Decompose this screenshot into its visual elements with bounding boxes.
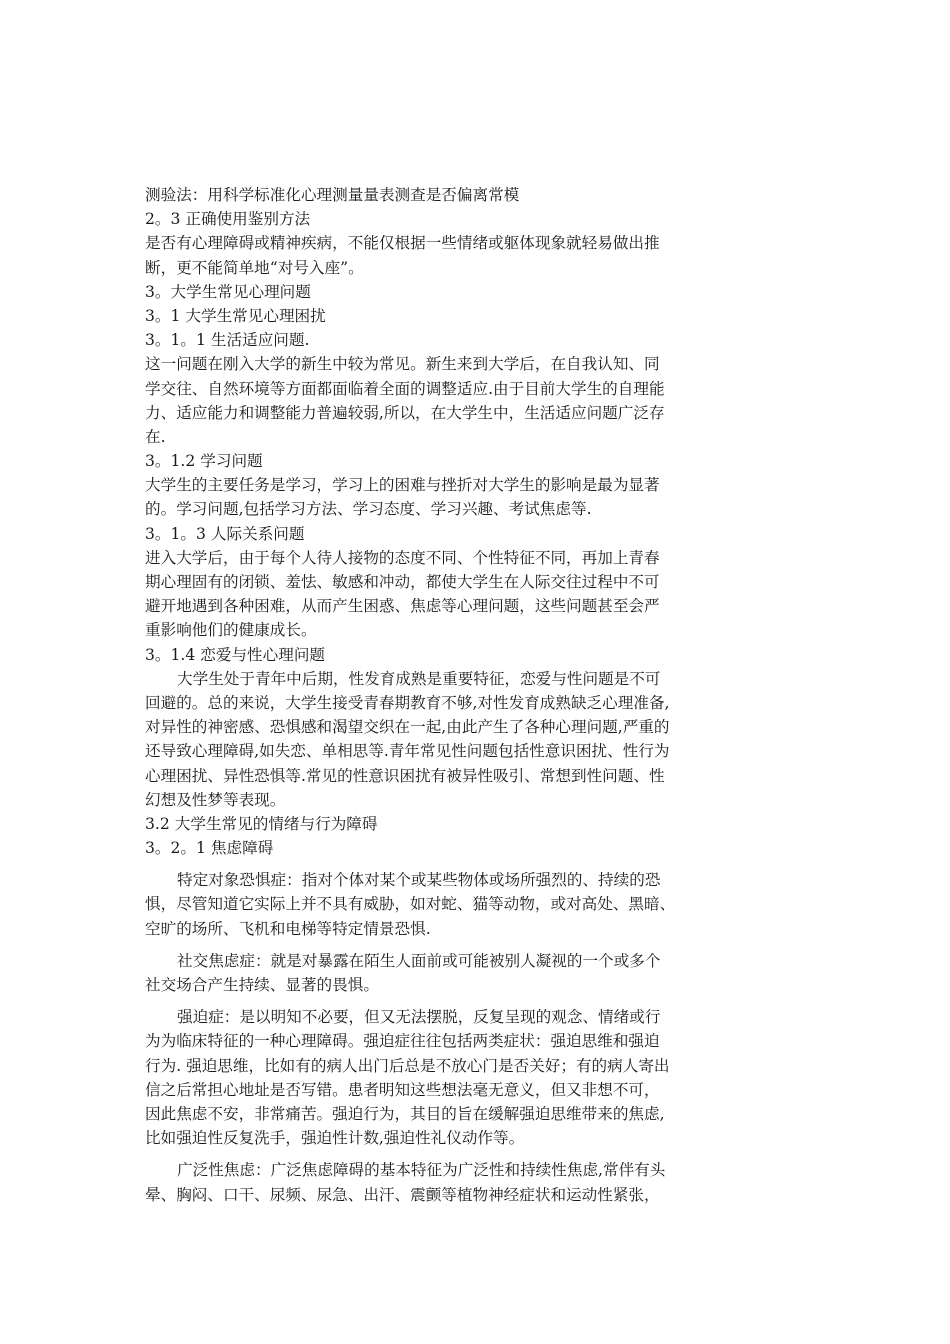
text-line: 测验法：用科学标准化心理测量量表测查是否偏离常模	[145, 186, 520, 204]
paragraph	[145, 546, 725, 643]
text-line: 社交场合产生持续、显著的畏惧。	[145, 976, 379, 994]
paragraph	[145, 473, 725, 521]
text-line: 广泛性焦虑：广泛焦虑障碍的基本特征为广泛性和持续性焦虑,常伴有头	[177, 1161, 666, 1180]
text-line: 回避的。总的来说，大学生接受青春期教育不够,对性发育成熟缺乏心理准备,	[145, 693, 670, 712]
text-line: 3。2。1 焦虑障碍	[145, 839, 274, 858]
paragraph	[145, 183, 725, 207]
text-line: 比如强迫性反复洗手，强迫性计数,强迫性礼仪动作等。	[145, 1129, 525, 1148]
text-line: 期心理固有的闭锁、羞怯、敏感和冲动，都使大学生在人际交往过程中不可	[145, 573, 660, 591]
text-line: 3.2 大学生常见的情绪与行为障碍	[145, 814, 378, 833]
paragraph-gap	[145, 860, 725, 868]
paragraph-gap	[145, 997, 725, 1005]
paragraph-gap	[145, 1150, 725, 1158]
text-line: 是否有心理障碍或精神疾病，不能仅根据一些情绪或躯体现象就轻易做出推	[145, 234, 660, 253]
text-line: 3。1。1 生活适应问题.	[145, 331, 310, 350]
paragraph	[145, 1005, 725, 1150]
section-heading	[145, 328, 725, 352]
text-line: 行为. 强迫思维，比如有的病人出门后总是不放心门是否关好；有的病人寄出	[145, 1056, 670, 1075]
text-line: 为为临床特征的一种心理障碍。强迫症往往包括两类症状：强迫思维和强迫	[145, 1032, 660, 1051]
document-page	[145, 183, 725, 1207]
section-heading	[145, 449, 725, 473]
text-line: 避开地遇到各种困难，从而产生困惑、焦虑等心理问题，这些问题甚至会严	[145, 597, 660, 616]
section-heading	[145, 280, 725, 304]
text-line: 大学生处于青年中后期，性发育成熟是重要特征，恋爱与性问题是不可	[177, 669, 661, 688]
text-line: 3。1.4 恋爱与性心理问题	[145, 645, 326, 664]
text-line: 强迫症：是以明知不必要，但又无法摆脱，反复呈现的观念、情绪或行	[177, 1008, 661, 1027]
text-line: 社交焦虑症：就是对暴露在陌生人面前或可能被别人凝视的一个或多个	[177, 951, 661, 970]
text-line: 3。1 大学生常见心理困扰	[145, 306, 326, 325]
paragraph	[145, 231, 725, 279]
text-line: 惧，尽管知道它实际上并不具有威胁，如对蛇、猫等动物，或对高处、黑暗、	[145, 895, 676, 914]
text-line: 还导致心理障碍,如失恋、单相思等.青年常见性问题包括性意识困扰、性行为	[145, 742, 670, 761]
text-line: 力、适应能力和调整能力普遍较弱,所以，在大学生中，生活适应问题广泛存	[145, 403, 665, 422]
text-line: 信之后常担心地址是否写错。患者明知这些想法毫无意义，但又非想不可，	[145, 1080, 660, 1099]
text-line: 重影响他们的健康成长。	[145, 621, 317, 640]
section-heading	[145, 522, 725, 546]
text-line: 因此焦虑不安，非常痛苦。强迫行为，其目的旨在缓解强迫思维带来的焦虑,	[145, 1104, 665, 1123]
text-line: 在.	[145, 427, 166, 446]
text-line: 3。大学生常见心理问题	[145, 282, 311, 301]
text-line: 3。1。3 人际关系问题	[145, 524, 305, 543]
text-line: 大学生的主要任务是学习，学习上的困难与挫折对大学生的影响是最为显著	[145, 476, 660, 495]
text-line: 3。1.2 学习问题	[145, 452, 263, 471]
paragraph-gap	[145, 941, 725, 949]
text-line: 特定对象恐惧症：指对个体对某个或某些物体或场所强烈的、持续的恐	[177, 871, 661, 890]
section-heading	[145, 304, 725, 328]
text-line: 的。学习问题,包括学习方法、学习态度、学习兴趣、考试焦虑等.	[145, 500, 592, 519]
text-line: 进入大学后，由于每个人待人接物的态度不同、个性特征不同，再加上青春	[145, 548, 660, 567]
text-line: 幻想及性梦等表现。	[145, 790, 286, 809]
paragraph	[145, 949, 725, 997]
section-heading	[145, 207, 725, 231]
paragraph	[145, 667, 725, 812]
text-line: 对异性的神密感、恐惧感和渴望交织在一起,由此产生了各种心理问题,严重的	[145, 718, 670, 737]
section-heading	[145, 812, 725, 836]
section-heading	[145, 836, 725, 860]
text-line: 心理困扰、异性恐惧等.常见的性意识困扰有被异性吸引、常想到性问题、性	[145, 766, 665, 785]
text-line: 这一问题在刚入大学的新生中较为常见。新生来到大学后，在自我认知、同	[145, 355, 660, 374]
text-line: 断，更不能简单地“对号入座”。	[145, 258, 364, 277]
text-line: 学交往、自然环境等方面都面临着全面的调整适应.由于目前大学生的自理能	[145, 379, 665, 398]
text-line: 空旷的场所、飞机和电梯等特定情景恐惧.	[145, 919, 431, 938]
paragraph	[145, 1158, 725, 1206]
text-line: 晕、胸闷、口干、尿频、尿急、出汗、震颤等植物神经症状和运动性紧张，	[145, 1185, 660, 1204]
section-heading	[145, 643, 725, 667]
paragraph	[145, 868, 725, 941]
text-line: 2。3 正确使用鉴别方法	[145, 210, 311, 229]
paragraph	[145, 352, 725, 449]
